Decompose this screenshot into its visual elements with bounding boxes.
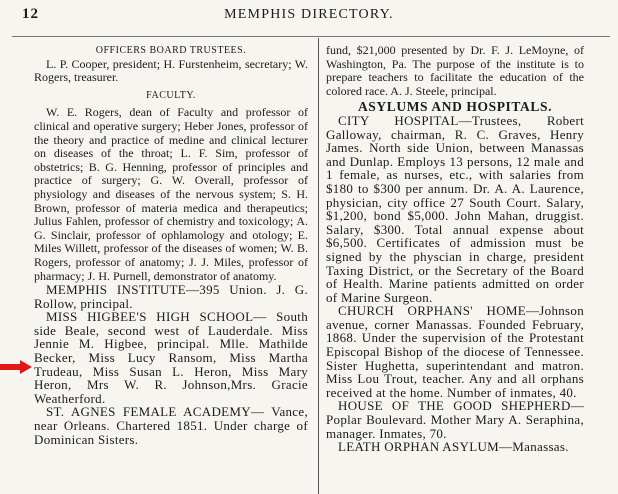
column-divider <box>318 38 319 494</box>
officers-paragraph: L. P. Cooper, president; H. Furstenheim, secretary; W. Rogers, treasurer. <box>34 56 308 85</box>
entry-house-good-shepherd: HOUSE OF THE GOOD SHEPHERD—Poplar Boulevard. Mother Mary A. Seraphina, manager. Inmates, 70. <box>326 398 584 441</box>
entry-city-hospital: CITY HOSPITAL—Trustees, Robert Galloway, chairman, R. C. Graves, Henry James. North side Union, between Manassas and Dunlap. Employs 13 persons, 12 male and 1 female, as nurses, etc., with salaries from $180 to $300 per annum. Dr. A. A. Laurence, physician, city office 27 South Court. Salary, $1,200, bond $5,000. John Mahan, druggist. Salary, $300. Total annual expense about $6,500. Certificates of admission must be signed by the physcian in charge, president Taxing District, or the Secretary of the Board of Health. Marine patients admitted on order of Marine Surgeon. <box>326 112 584 305</box>
red-arrow-icon <box>0 360 32 374</box>
header-rule <box>12 36 610 37</box>
heading-officers: OFFICERS BOARD TRUSTEES. <box>95 45 247 56</box>
entry-leath-orphan-asylum: LEATH ORPHAN ASYLUM—Manassas. <box>338 439 569 455</box>
entry-st-agnes-academy: ST. AGNES FEMALE ACADEMY— Vance, near Orleans. Chartered 1851. Under charge of Dominican Sisters. <box>34 404 308 447</box>
faculty-paragraph: W. E. Rogers, dean of Faculty and professor of clinical and operative surgery; Heber Jones, professor of the theory and practice of medine and clinical lecturer on diseases of the throat; L. F. Sim, professor of obstetrics; B. G. Henning, professor of principles and practice of surgery; G. W. Overall, professor of physiology and diseases of the nervous system; S. H. Brown, professor of materia medica and therapeutics; Julius Fahlen, professor of chemistry and toxicology; A. G. Sinclair, professor of ophlamology and otology; E. Miles Willett, professor of the diseases of women; W. B. Rogers, professor of anatomy; J. J. Miles, professor of pharmacy; J. H. Purnell, demonstrator of anatomy. <box>34 105 308 283</box>
entry-miss-higbee-school: MISS HIGBEE'S HIGH SCHOOL— South side Beale, second west of Lauderdale. Miss Jennie M. Higbee, principal. Mlle. Mathilde Becker, Miss Lucy Ransom, Miss Martha Trudeau, Miss Susan L. Heron, Miss Mary Heron, Mrs W. R. Johnson,Mrs. Gracie Weatherford. <box>34 309 308 406</box>
heading-faculty: FACULTY. <box>146 89 196 101</box>
right-column <box>326 44 584 454</box>
page-number: 12 <box>22 6 39 22</box>
left-column <box>34 44 308 446</box>
entry-church-orphans-home: CHURCH ORPHANS' HOME—Johnson avenue, corner Manassas. Founded February, 1868. Under the supervision of the Protestant Episcopal Bishop of the diocese of Tennessee. Sister Hughetta, superintendant and matron. Miss Lou Trout, teacher. Any and all orphans received at the home. Number of inmates, 40. <box>326 303 584 400</box>
running-title: MEMPHIS DIRECTORY. <box>224 7 394 22</box>
page-header <box>0 0 618 30</box>
heading-asylums-hospitals: ASYLUMS AND HOSPITALS. <box>357 99 553 115</box>
entry-memphis-institute: MEMPHIS INSTITUTE—395 Union. J. G. Rollow, principal. <box>34 282 308 311</box>
fund-paragraph: fund, $21,000 presented by Dr. F. J. LeMoyne, of Washington, Pa. The purpose of the institute is to prepare teachers to facilitate the education of the colored race. A. J. Steele, principal. <box>326 43 584 98</box>
